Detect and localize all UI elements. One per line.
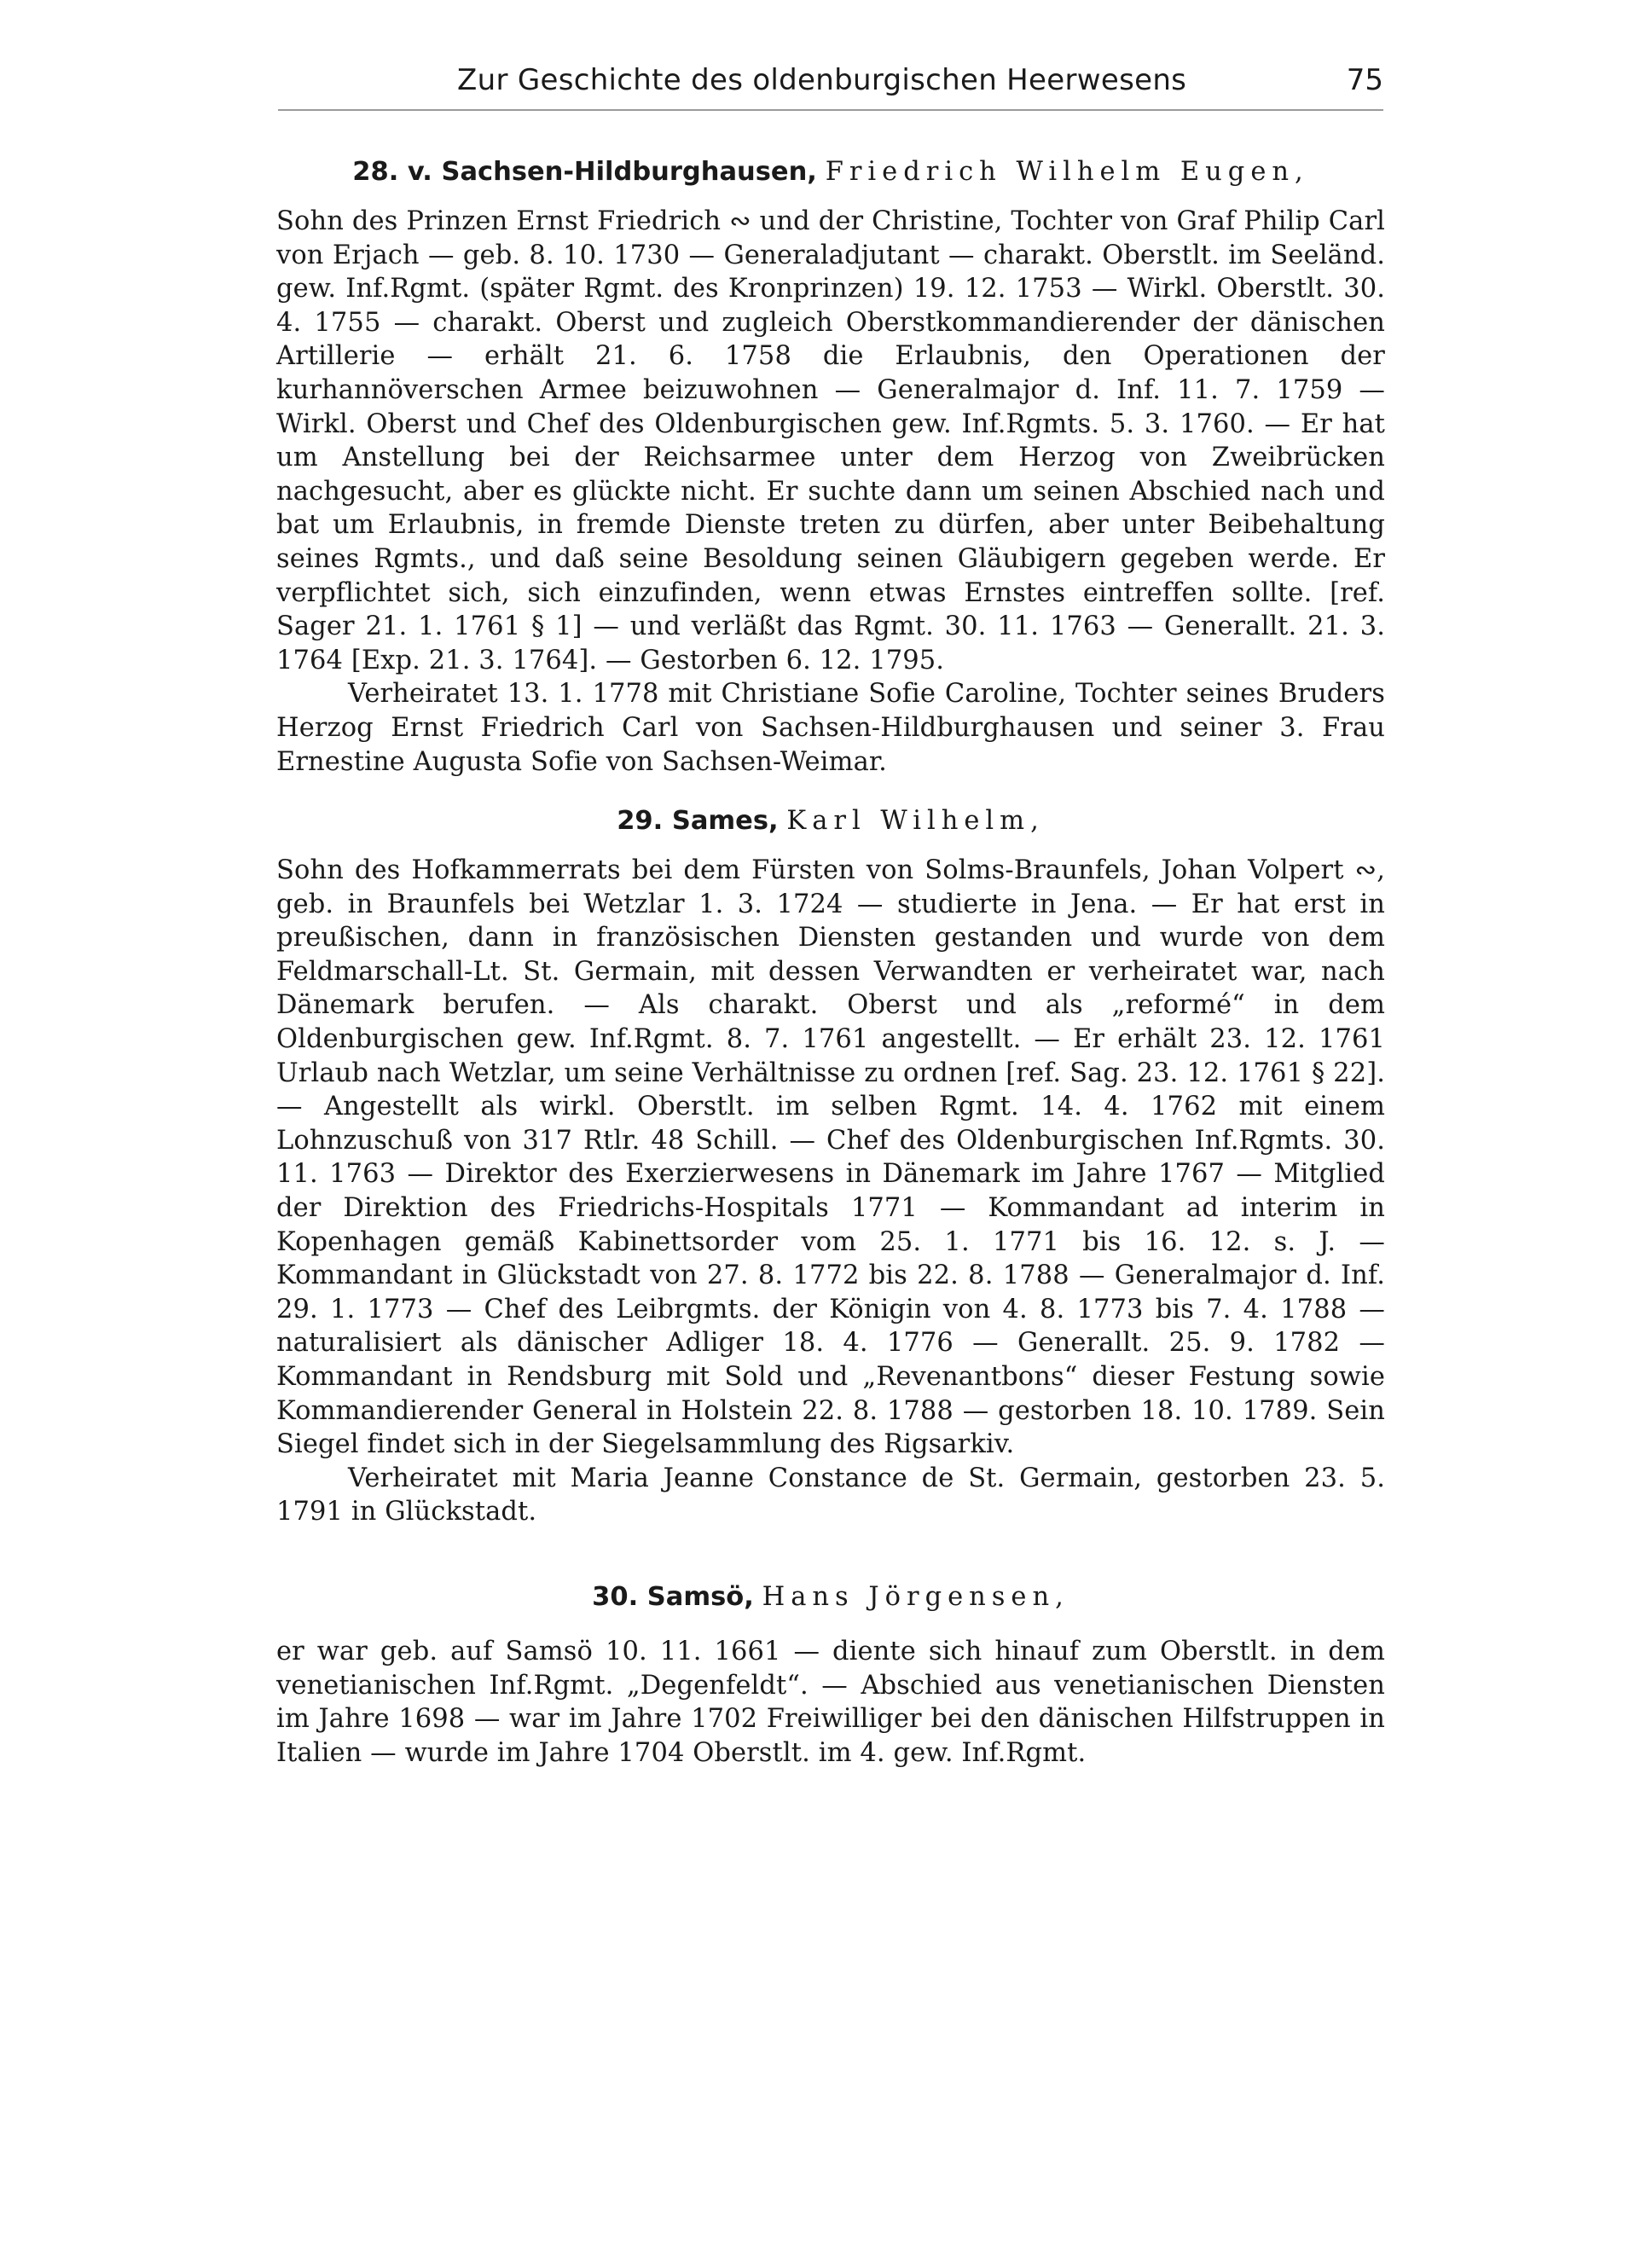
- biography-entry: [276, 154, 1385, 779]
- entry-paragraph: er war geb. auf Samsö 10. 11. 1661 — diente sich hinauf zum Oberstlt. in dem venetianischen Inf.Rgmt. „Degenfeldt“. — Abschied aus venetianischen Diensten im Jahre 1698 — war im Jahre 1702 Freiwilliger bei den dänischen Hilfstruppen in Italien — wurde im Jahre 1704 Oberstlt. im 4. gew. Inf.Rgmt.: [276, 1636, 1385, 1768]
- entry-number-name: 28. v. Sachsen-Hildburghausen,: [352, 157, 817, 187]
- header-rule: [278, 109, 1383, 111]
- entry-heading: [276, 154, 1385, 191]
- entry-paragraph: Verheiratet mit Maria Jeanne Constance de St. Germain, gestorben 23. 5. 1791 in Glückstadt.: [276, 1463, 1385, 1527]
- entry-paragraph: Sohn des Prinzen Ernst Friedrich ∾ und der Christine, Tochter von Graf Philip Carl von Erjach — geb. 8. 10. 1730 — Generaladjutant — charakt. Oberstlt. im Seeländ. gew. Inf.Rgmt. (später Rgmt. des Kronprinzen) 19. 12. 1753 — Wirkl. Oberstlt. 30. 4. 1755 — charakt. Oberst und zugleich Oberstkommandierender der dänischen Artillerie — erhält 21. 6. 1758 die Erlaubnis, den Operationen der kurhannöverschen Armee beizuwohnen — Generalmajor d. Inf. 11. 7. 1759 — Wirkl. Oberst und Chef des Oldenburgischen gew. Inf.Rgmts. 5. 3. 1760. — Er hat um Anstellung bei der Reichsarmee unter dem Herzog von Zweibrücken nachgesucht, aber es glückte nicht. Er suchte dann um seinen Abschied nach und bat um Erlaubnis, in fremde Dienste treten zu dürfen, aber unter Beibehaltung seines Rgmts., und daß seine Besoldung seinen Gläubigern gegeben werde. Er verpflichtet sich, sich einzufinden, wenn etwas Ernstes eintreffen sollte. [ref. Sager 21. 1. 1761 § 1] — und verläßt das Rgmt. 30. 11. 1763 — Generallt. 21. 3. 1764 [Exp. 21. 3. 1764]. — Gestorben 6. 12. 1795.: [276, 206, 1385, 675]
- biography-entry: [276, 1579, 1385, 1770]
- document-body: [276, 154, 1385, 1770]
- page-number: 75: [1346, 63, 1383, 97]
- entry-given-names: Friedrich Wilhelm Eugen,: [825, 157, 1309, 187]
- entry-number-name: 29. Sames,: [617, 806, 779, 837]
- entry-given-names: Karl Wilhelm,: [786, 806, 1045, 837]
- entry-heading: [276, 1579, 1385, 1616]
- entry-number-name: 30. Samsö,: [592, 1581, 754, 1612]
- entry-paragraph: Sohn des Hofkammerrats bei dem Fürsten von Solms-Braunfels, Johan Volpert ∾, geb. in Braunfels bei Wetzlar 1. 3. 1724 — studierte in Jena. — Er hat erst in preußischen, dann in französischen Diensten gestanden und wurde von dem Feldmarschall-Lt. St. Germain, mit dessen Verwandten er verheiratet war, nach Dänemark berufen. — Als charakt. Oberst und als „reformé“ in dem Oldenburgischen gew. Inf.Rgmt. 8. 7. 1761 angestellt. — Er erhält 23. 12. 1761 Urlaub nach Wetzlar, um seine Verhältnisse zu ordnen [ref. Sag. 23. 12. 1761 § 22]. — Angestellt als wirkl. Oberstlt. im selben Rgmt. 14. 4. 1762 mit einem Lohnzuschuß von 317 Rtlr. 48 Schill. — Chef des Oldenburgischen Inf.Rgmts. 30. 11. 1763 — Direktor des Exerzierwesens in Dänemark im Jahre 1767 — Mitglied der Direktion des Friedrichs-Hospitals 1771 — Kommandant ad interim in Kopenhagen gemäß Kabinettsorder vom 25. 1. 1771 bis 16. 12. s. J. — Kommandant in Glückstadt von 27. 8. 1772 bis 22. 8. 1788 — Generalmajor d. Inf. 29. 1. 1773 — Chef des Leibrgmts. der Königin von 4. 8. 1773 bis 7. 4. 1788 — naturalisiert als dänischer Adliger 18. 4. 1776 — Generallt. 25. 9. 1782 — Kommandant in Rendsburg mit Sold und „Revenantbons“ dieser Festung sowie Kommandierender General in Holstein 22. 8. 1788 — gestorben 18. 10. 1789. Sein Siegel findet sich in der Siegelsammlung des Rigsarkiv.: [276, 855, 1385, 1460]
- entry-given-names: Hans Jörgensen,: [762, 1581, 1069, 1612]
- biography-entry: [276, 803, 1385, 1529]
- entry-heading: [276, 803, 1385, 840]
- page-header: [278, 63, 1383, 107]
- entry-paragraph: Verheiratet 13. 1. 1778 mit Christiane Sofie Caroline, Tochter seines Bruders Herzog Ernst Friedrich Carl von Sachsen-Hildburghausen und seiner 3. Frau Ernestine Augusta Sofie von Sachsen-Weimar.: [276, 679, 1385, 777]
- running-title: Zur Geschichte des oldenburgischen Heerwesens: [457, 63, 1187, 97]
